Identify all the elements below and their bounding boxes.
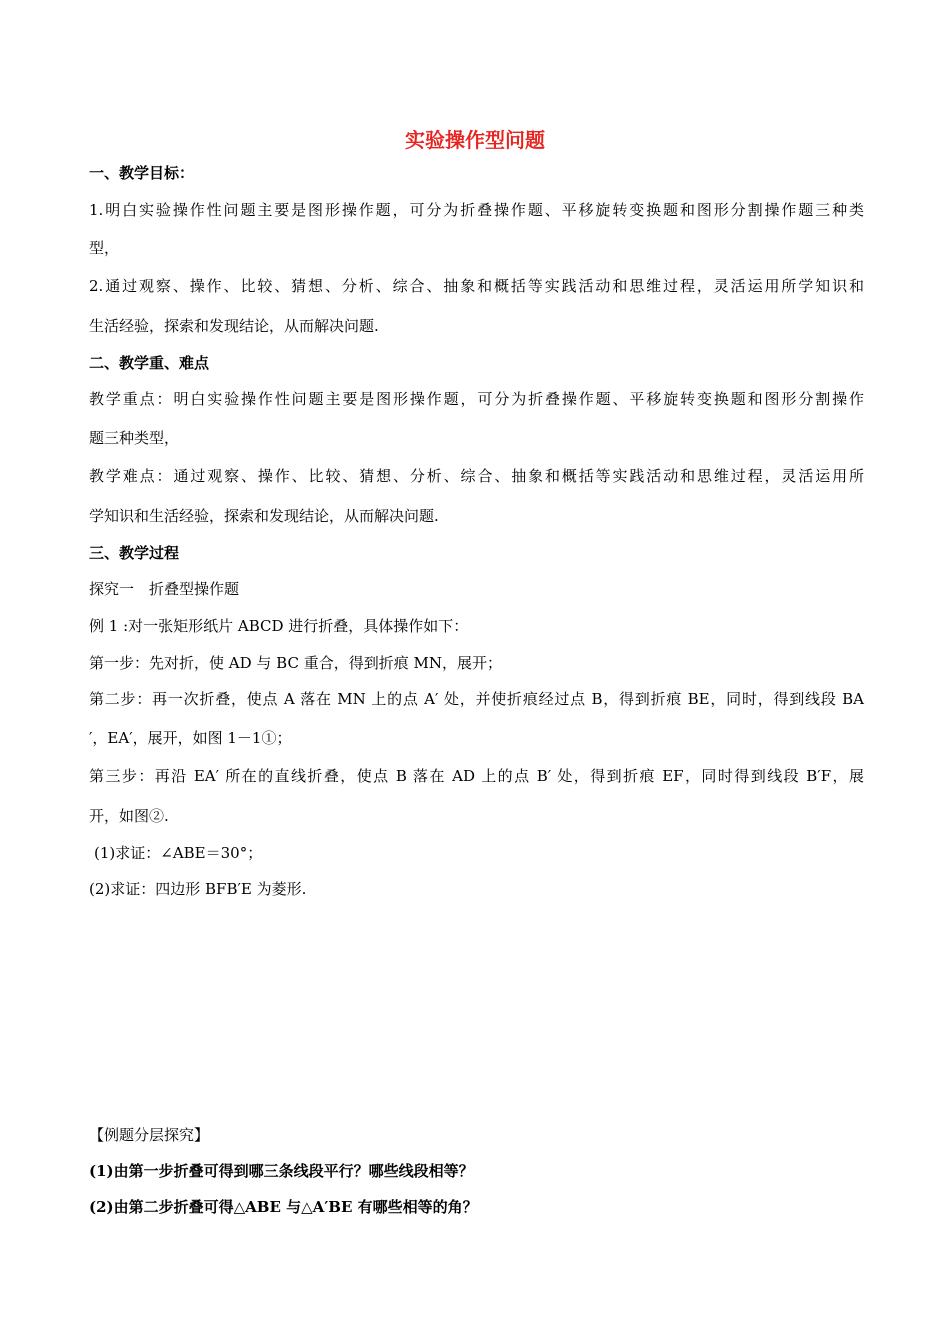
step2-line1: 第二步：再一次折叠，使点 A 落在 MN 上的点 A′ 处，并使折痕经过点 B，得到折痕 BE，同时，得到线段 BA [89,690,864,708]
section-goals-heading: 一、教学目标： [89,164,195,182]
layered-heading: 【例题分层探究】 [89,1126,210,1144]
goals-item1-line2: 型， [89,239,120,257]
explore1-label: 探究一 折叠型操作题 [89,580,240,598]
goals-item2-line2: 生活经验，探索和发现结论，从而解决问题. [89,317,379,335]
focus-line2: 题三种类型， [89,429,180,447]
section-process-heading: 三、教学过程 [89,544,180,562]
example1-text: 例 1 :对一张矩形纸片 ABCD 进行折叠，具体操作如下： [89,617,469,635]
step2-line2: ′，EA′，展开，如图 1－1①； [89,729,292,747]
step3-line2: 开，如图②. [89,807,169,825]
question2-text: (2)求证：四边形 BFB′E 为菱形. [89,880,307,898]
goals-item2-line1: 2.通过观察、操作、比较、猜想、分析、综合、抽象和概括等实践活动和思维过程，灵活运用所学知识和 [89,277,864,295]
section-keypoints-heading: 二、教学重、难点 [89,354,210,372]
layered-question1: (1)由第一步折叠可得到哪三条线段平行？哪些线段相等？ [89,1162,474,1180]
difficulty-line1: 教学难点：通过观察、操作、比较、猜想、分析、综合、抽象和概括等实践活动和思维过程，灵活运用所 [89,467,864,485]
focus-line1: 教学重点：明白实验操作性问题主要是图形操作题，可分为折叠操作题、平移旋转变换题和图形分割操作 [89,390,864,408]
step3-line1: 第三步：再沿 EA′ 所在的直线折叠，使点 B 落在 AD 上的点 B′ 处，得到折痕 EF，同时得到线段 B′F，展 [89,767,864,785]
layered-question2: (2)由第二步折叠可得△ABE 与△A′BE 有哪些相等的角？ [89,1198,478,1216]
document-title: 实验操作型问题 [405,128,545,152]
goals-item1-line1: 1.明白实验操作性问题主要是图形操作题，可分为折叠操作题、平移旋转变换题和图形分割操作题三种类 [89,201,864,219]
step1-text: 第一步：先对折，使 AD 与 BC 重合，得到折痕 MN，展开； [89,654,502,672]
difficulty-line2: 学知识和生活经验，探索和发现结论，从而解决问题. [89,507,439,525]
question1-text: (1)求证：∠ABE＝30°； [94,844,263,862]
